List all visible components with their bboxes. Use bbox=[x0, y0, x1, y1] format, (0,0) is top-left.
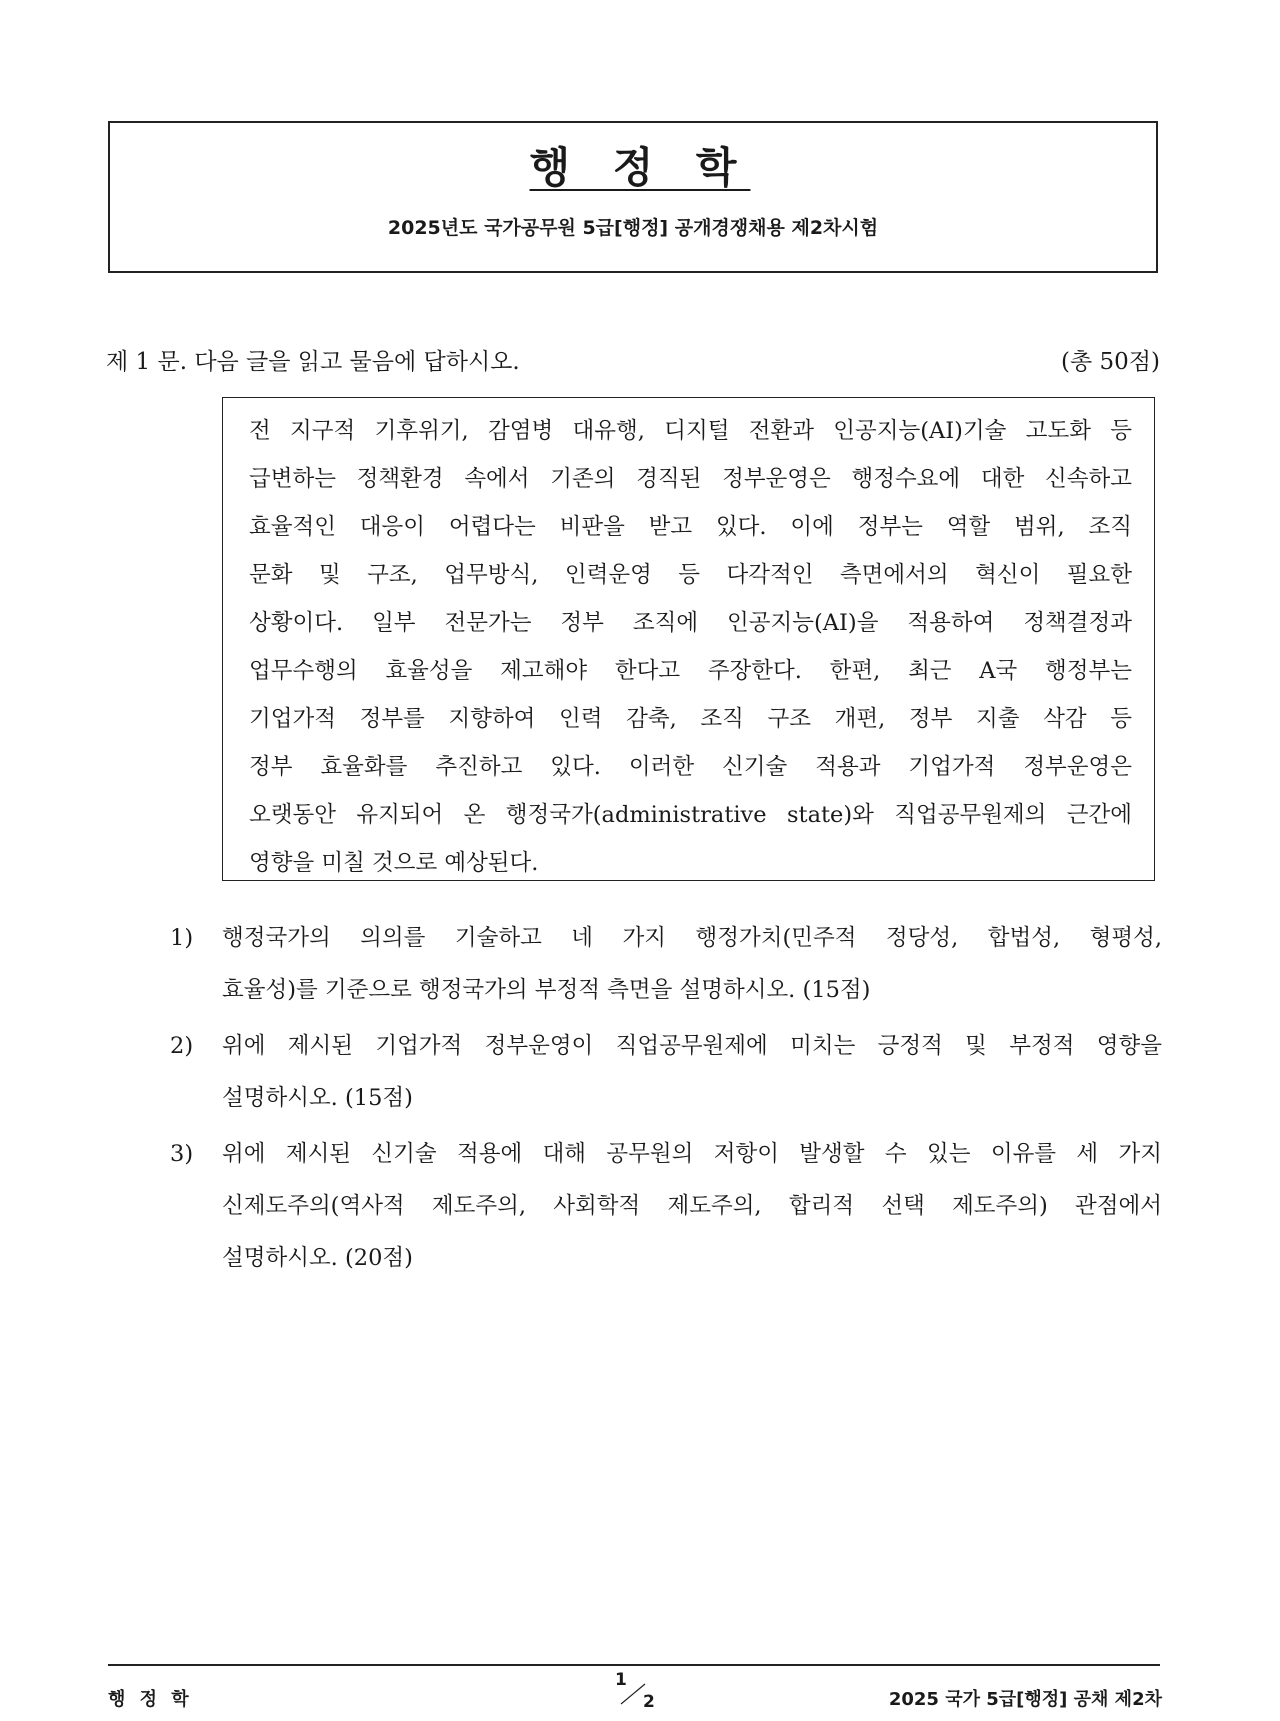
subquestion-line: 위에 제시된 신기술 적용에 대해 공무원의 저항이 발생할 수 있는 이유를 세 가지 bbox=[222, 1141, 1162, 1167]
question-total-points: (총 50점) bbox=[1061, 349, 1160, 375]
page-total: 2 bbox=[643, 1692, 655, 1712]
subquestion-number: 1) bbox=[170, 925, 194, 951]
question-label: 제 1 문. 다음 글을 읽고 물음에 답하시오. bbox=[106, 349, 520, 375]
subquestion-line: 설명하시오. (15점) bbox=[222, 1085, 413, 1111]
passage-line: 효율적인 대응이 어렵다는 비판을 받고 있다. 이에 정부는 역할 범위, 조직 bbox=[249, 514, 1132, 540]
subquestion-3 bbox=[170, 1128, 1162, 1284]
question-heading bbox=[106, 340, 1160, 384]
subquestion-number: 3) bbox=[170, 1141, 194, 1167]
passage-box bbox=[222, 397, 1155, 881]
passage-line: 급변하는 정책환경 속에서 기존의 경직된 정부운영은 행정수요에 대한 신속하고 bbox=[249, 466, 1132, 492]
passage-line: 영향을 미칠 것으로 예상된다. bbox=[249, 850, 539, 876]
subquestion-line: 효율성)를 기준으로 행정국가의 부정적 측면을 설명하시오. (15점) bbox=[222, 977, 871, 1003]
passage-line: 정부 효율화를 추진하고 있다. 이러한 신기술 적용과 기업가적 정부운영은 bbox=[249, 754, 1132, 780]
footer-subject: 행 정 학 bbox=[108, 1689, 193, 1710]
subquestion-line: 설명하시오. (20점) bbox=[222, 1245, 413, 1271]
exam-header-box bbox=[108, 121, 1158, 273]
footer-divider bbox=[108, 1664, 1160, 1666]
subquestion-2 bbox=[170, 1020, 1162, 1124]
passage-line: 전 지구적 기후위기, 감염병 대유행, 디지털 전환과 인공지능(AI)기술 고도화 등 bbox=[249, 418, 1132, 444]
subquestion-1 bbox=[170, 912, 1162, 1016]
page-number bbox=[605, 1670, 665, 1716]
passage-line: 상황이다. 일부 전문가는 정부 조직에 인공지능(AI)을 적용하여 정책결정과 bbox=[249, 610, 1132, 636]
subquestion-line: 신제도주의(역사적 제도주의, 사회학적 제도주의, 합리적 선택 제도주의) 관점에서 bbox=[222, 1193, 1162, 1219]
page-current: 1 bbox=[615, 1670, 627, 1690]
subquestion-line: 위에 제시된 기업가적 정부운영이 직업공무원제에 미치는 긍정적 및 부정적 영향을 bbox=[222, 1033, 1162, 1059]
exam-subtitle: 2025년도 국가공무원 5급[행정] 공개경쟁채용 제2차시험 bbox=[387, 217, 879, 240]
subquestion-number: 2) bbox=[170, 1033, 194, 1059]
passage-line: 오랫동안 유지되어 온 행정국가(administrative state)와 직업공무원제의 근간에 bbox=[249, 802, 1132, 828]
passage-line: 문화 및 구조, 업무방식, 인력운영 등 다각적인 측면에서의 혁신이 필요한 bbox=[249, 562, 1132, 588]
exam-title: 행 정 학 bbox=[529, 143, 751, 192]
footer-exam-info: 2025 국가 5급[행정] 공채 제2차 bbox=[888, 1689, 1162, 1710]
passage-line: 기업가적 정부를 지향하여 인력 감축, 조직 구조 개편, 정부 지출 삭감 등 bbox=[249, 706, 1132, 732]
passage-line: 업무수행의 효율성을 제고해야 한다고 주장한다. 한편, 최근 A국 행정부는 bbox=[249, 658, 1132, 684]
subquestion-line: 행정국가의 의의를 기술하고 네 가지 행정가치(민주적 정당성, 합법성, 형평성, bbox=[222, 925, 1162, 951]
